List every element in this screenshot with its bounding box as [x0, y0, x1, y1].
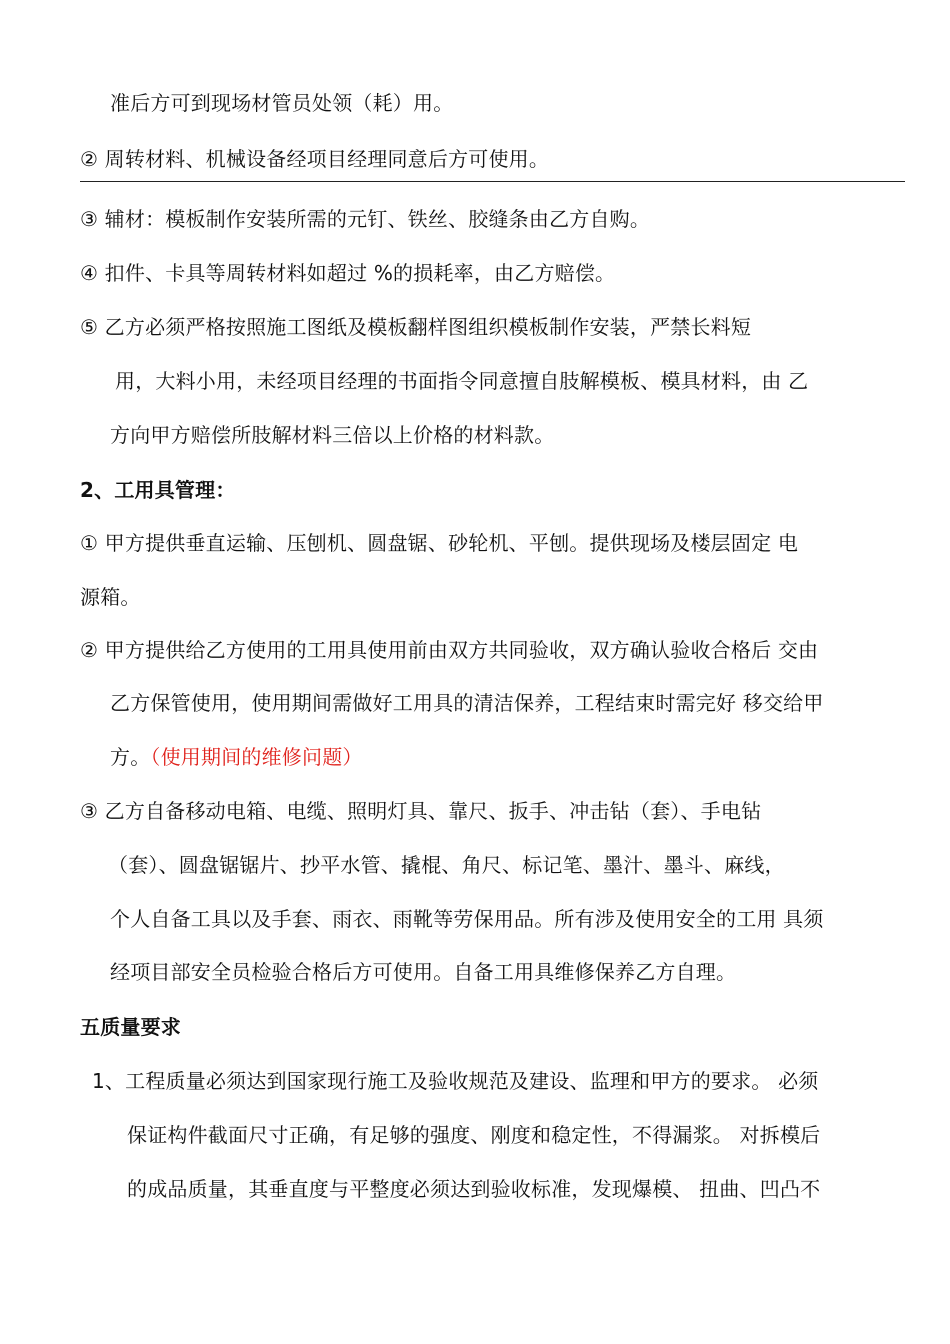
horizontal-rule — [80, 181, 905, 182]
highlight-note: （使用期间的维修问题） — [150, 745, 363, 769]
section-heading-tools: 2、工用具管理： — [80, 478, 236, 502]
paragraph-line: 用，大料小用，未经项目经理的书面指令同意擅自肢解模板、模具材料，由 乙 — [115, 369, 809, 393]
paragraph-line: 经项目部安全员检验合格后方可使用。自备工用具维修保养乙方自理。 — [110, 960, 737, 984]
paragraph-line: 个人自备工具以及手套、雨衣、雨靴等劳保用品。所有涉及使用安全的工用 具须 — [110, 907, 824, 931]
paragraph-line: 保证构件截面尺寸正确，有足够的强度、刚度和稳定性，不得漏浆。 对拆模后 — [127, 1123, 821, 1147]
paragraph-line: 方向甲方赔偿所肢解材料三倍以上价格的材料款。 — [110, 423, 555, 447]
paragraph-text: 方。 — [110, 745, 151, 769]
section-heading-quality: 五质量要求 — [80, 1015, 181, 1039]
list-item-1: ① 甲方提供垂直运输、压刨机、圆盘锯、砂轮机、平刨。提供现场及楼层固定 电 — [80, 531, 799, 555]
paragraph-line: 的成品质量，其垂直度与平整度必须达到验收标准，发现爆模、 扭曲、凹凸不 — [127, 1177, 821, 1201]
paragraph-line — [110, 744, 363, 770]
list-item-3: ③ 辅材：模板制作安装所需的元钉、铁丝、胶缝条由乙方自购。 — [80, 207, 651, 231]
paragraph-line: 源箱。 — [80, 585, 141, 609]
list-item-2: ② 周转材料、机械设备经项目经理同意后方可使用。 — [80, 147, 550, 171]
list-item-4: ④ 扣件、卡具等周转材料如超过 %的损耗率，由乙方赔偿。 — [80, 261, 616, 285]
paragraph-line: （套）、圆盘锯锯片、抄平水管、撬棍、角尺、标记笔、墨汁、墨斗、麻线， — [108, 853, 785, 877]
list-item-2: ② 甲方提供给乙方使用的工用具使用前由双方共同验收，双方确认验收合格后 交由 — [80, 638, 819, 662]
paragraph-line: 准后方可到现场材管员处领（耗）用。 — [110, 91, 454, 115]
list-item-1: 1、工程质量必须达到国家现行施工及验收规范及建设、监理和甲方的要求。 必须 — [92, 1069, 819, 1093]
list-item-3: ③ 乙方自备移动电箱、电缆、照明灯具、靠尺、扳手、冲击钻（套）、手电钻 — [80, 799, 762, 823]
list-item-5: ⑤ 乙方必须严格按照施工图纸及模板翻样图组织模板制作安装，严禁长料短 — [80, 315, 752, 339]
paragraph-line: 乙方保管使用，使用期间需做好工用具的清洁保养，工程结束时需完好 移交给甲 — [110, 691, 824, 715]
